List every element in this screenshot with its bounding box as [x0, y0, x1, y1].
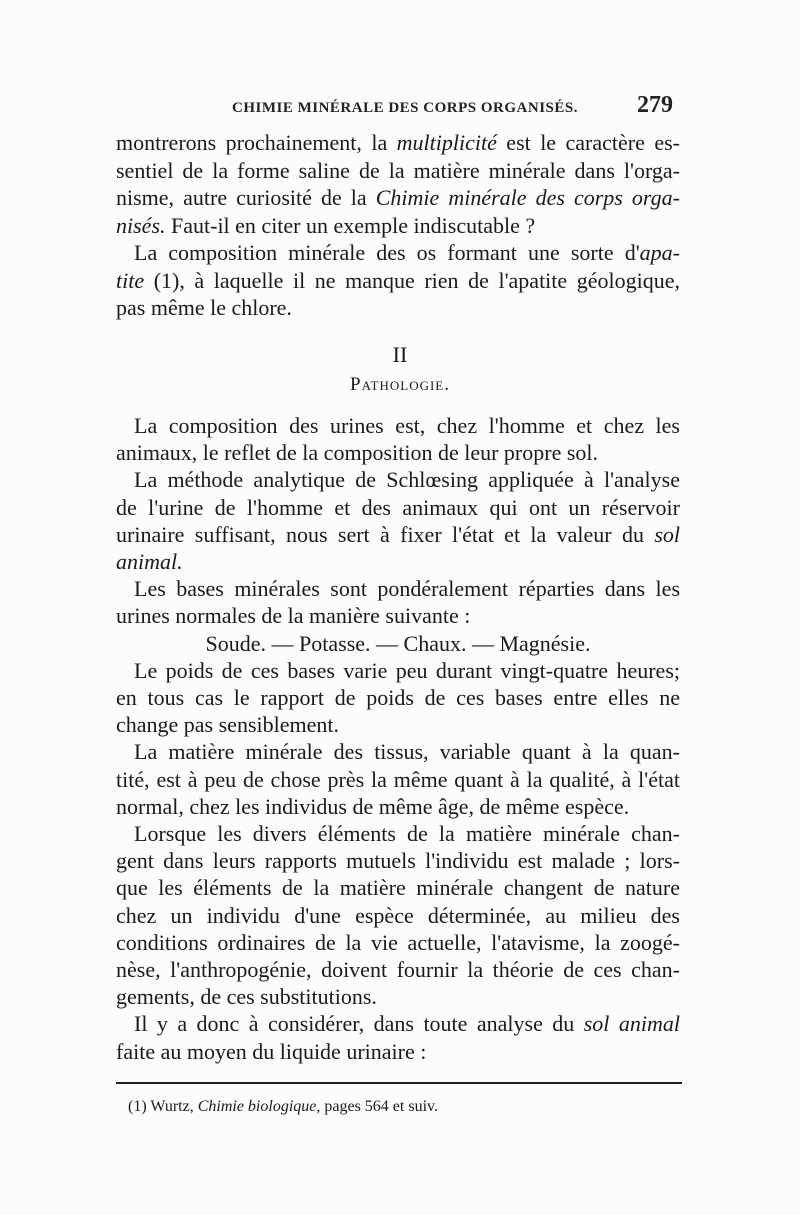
text-line: La méthode analytique de Schlœsing appliquée à l'analyse — [134, 467, 680, 493]
text-line: animaux, le reflet de la composition de leur propre sol. — [116, 440, 599, 466]
italic-text: Chimie minérale des corps orga- — [375, 185, 680, 210]
italic-text: Chimie biologique — [197, 1098, 317, 1115]
text-line: faite au moyen du liquide urinaire : — [116, 1038, 427, 1064]
page-number: 279 — [637, 92, 673, 118]
text-line: La matière minérale des tissus, variable quant à la quan- — [134, 739, 680, 765]
text-line: La composition minérale des os formant une sorte d'apa- — [134, 240, 680, 265]
text-line: Lorsque les divers éléments de la matière minérale chan- — [134, 821, 680, 846]
running-head: CHIMIE MINÉRALE DES CORPS ORGANISÉS. — [232, 100, 578, 116]
italic-text: apa- — [639, 240, 680, 265]
text-line: tité, est à peu de chose près la même quant à la qualité, à l'état — [116, 766, 680, 792]
text-line: nèse, l'anthropogénie, doivent fournir la théorie de ces chan- — [116, 957, 680, 982]
text-line: Il y a donc à considérer, dans toute analyse du sol animal — [134, 1011, 680, 1037]
italic-text: sol animal — [583, 1011, 680, 1037]
italic-text: tite — [116, 267, 145, 293]
text-line: en tous cas le rapport de poids de ces bases entre elles ne — [116, 685, 680, 710]
italic-text: sol — [654, 521, 680, 547]
text-line: tite (1), à laquelle il ne manque rien de l'apatite géologique, — [116, 267, 680, 293]
text-line: nisés. Faut-il en citer un exemple indiscutable ? — [116, 212, 536, 238]
text-line: normal, chez les individus de même âge, de même espèce. — [116, 793, 630, 819]
italic-text: nisés. — [116, 212, 166, 238]
text-line: nisme, autre curiosité de la Chimie minérale des corps orga- — [116, 185, 680, 210]
italic-text: animal. — [116, 549, 183, 574]
text-line: change pas sensiblement. — [116, 712, 339, 738]
text-line: sentiel de la forme saline de la matière minérale dans l'orga- — [116, 157, 680, 183]
text-line: montrerons prochainement, la multiplicité est le caractère es- — [116, 130, 680, 155]
text-line: que les éléments de la matière minérale changent de nature — [116, 875, 680, 901]
text-line: gements, de ces substitutions. — [116, 984, 377, 1010]
text-line: chez un individu d'une espèce déterminée, au milieu des — [116, 902, 680, 928]
text-line — [116, 549, 680, 575]
text-line: pas même le chlore. — [116, 295, 292, 320]
bases-list: Soude. — Potasse. — Chaux. — Magnésie. — [205, 630, 591, 656]
text-line: La composition des urines est, chez l'homme et chez les — [134, 413, 680, 438]
section-title: Pathologie. — [350, 374, 450, 395]
footnote: (1) Wurtz, Chimie biologique, pages 564 et suiv. — [128, 1098, 438, 1115]
text-line: Les bases minérales sont pondéralement réparties dans les — [134, 576, 680, 602]
text-line: Le poids de ces bases varie peu durant vingt-quatre heures; — [134, 657, 680, 683]
text-line: conditions ordinaires de la vie actuelle, l'atavisme, la zoogé- — [116, 929, 680, 955]
italic-text: multiplicité — [396, 130, 497, 155]
text-line: urines normales de la manière suivante : — [116, 603, 471, 629]
text-line: gent dans leurs rapports mutuels l'individu est malade ; lors- — [116, 848, 680, 874]
text-line: urinaire suffisant, nous sert à fixer l'état et la valeur du sol — [116, 521, 680, 547]
text-line: de l'urine de l'homme et des animaux qui ont un réservoir — [116, 494, 680, 520]
footnote-rule — [116, 1082, 682, 1084]
section-number: II — [392, 342, 408, 367]
